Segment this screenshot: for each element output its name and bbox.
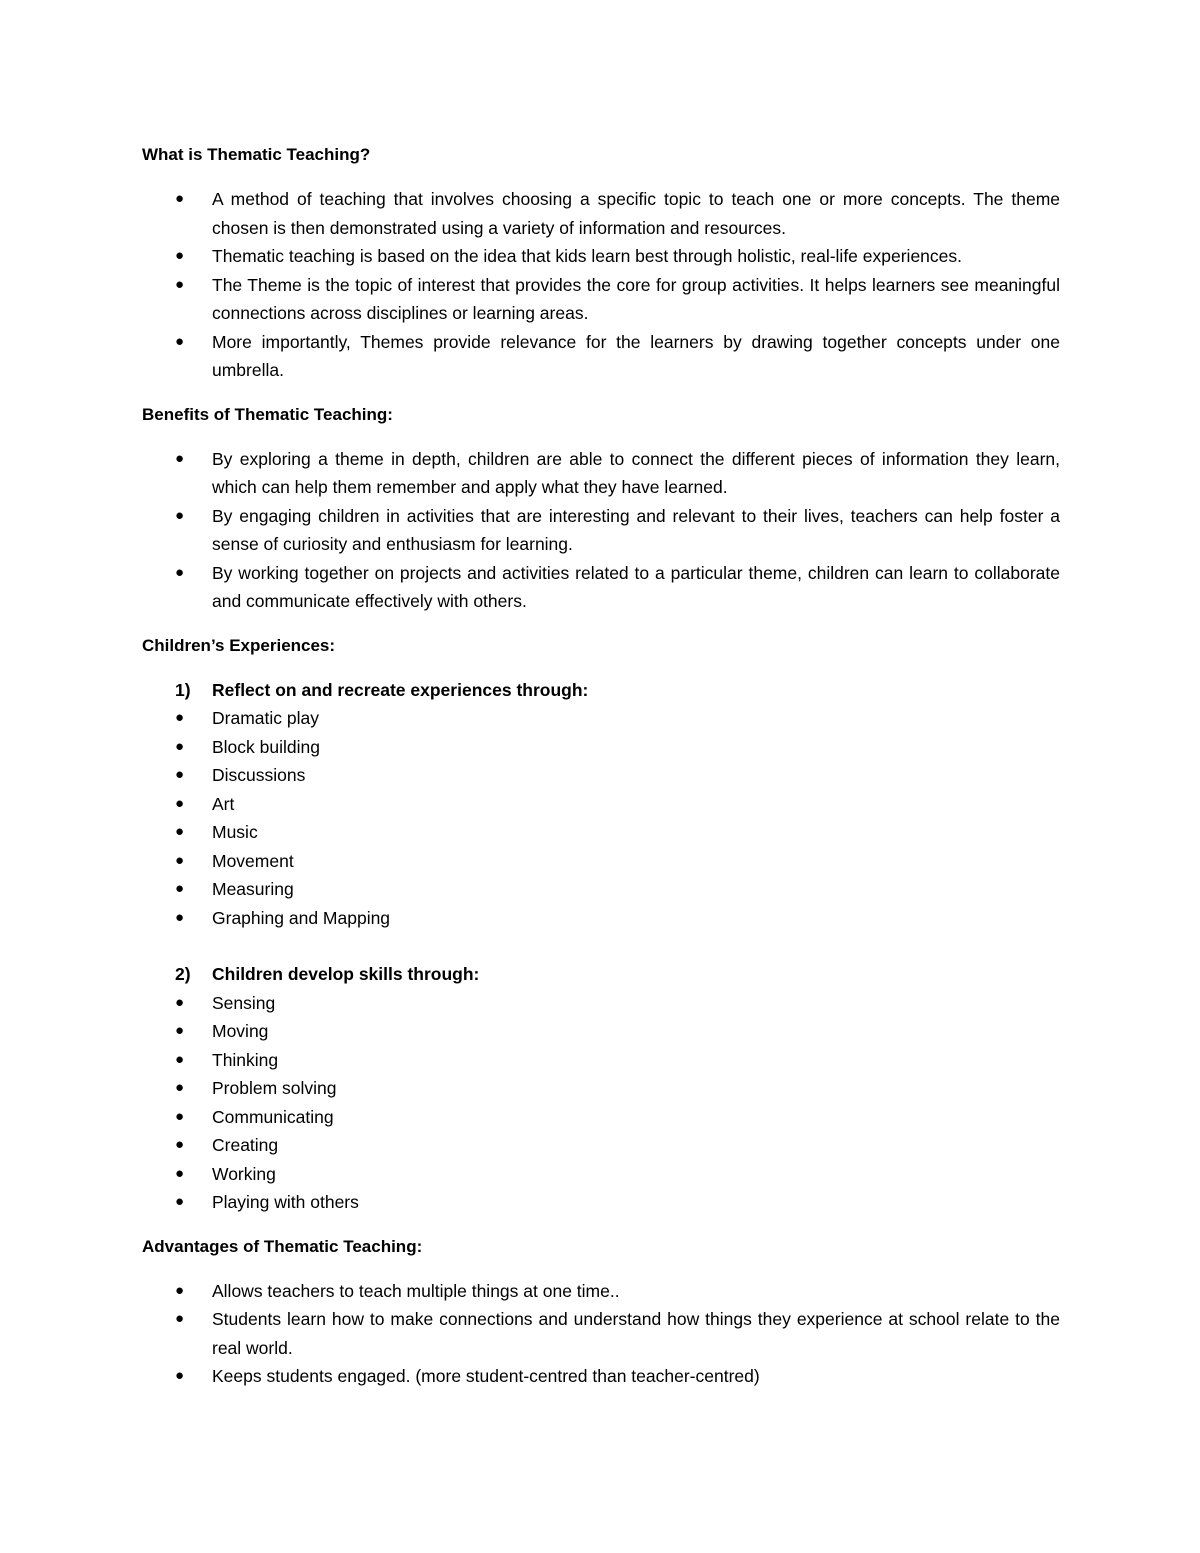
bullet-icon: ● [175,1022,185,1039]
benefits-list [142,445,1060,616]
bullet-icon: ● [175,1079,185,1096]
subsection-title: Children develop skills through: [212,964,480,984]
section-heading-what-is: What is Thematic Teaching? [142,145,371,164]
subsection-heading-skills [142,960,1060,989]
list-item-text: By engaging children in activities that are interesting and relevant to their lives, teachers can help foster a sense of curiosity and enthusiasm for learning. [212,505,1060,554]
bullet-icon: ● [175,1367,185,1384]
bullet-icon: ● [175,190,185,207]
list-item-text: Graphing and Mapping [212,907,391,928]
list-item [142,733,1060,762]
bullet-icon: ● [175,275,185,293]
bullet-icon: ● [175,880,185,897]
list-item [142,242,1060,271]
bullet-icon: ● [175,737,185,755]
list-item-text: Movement [212,850,294,871]
bullet-icon: ● [175,709,185,726]
list-item [142,328,1060,385]
list-item-text: Allows teachers to teach multiple things at one time.. [212,1280,620,1301]
bullet-icon: ● [175,563,185,581]
list-item [142,1046,1060,1075]
list-item-text: Playing with others [212,1192,359,1212]
list-item-text: Measuring [212,879,294,899]
subsection-number: 1) [175,679,191,700]
list-item [142,790,1060,819]
list-item-text: Keeps students engaged. (more student-centred than teacher-centred) [212,1366,760,1386]
list-item-text: By exploring a theme in depth, children are able to connect the different pieces of information they learn, which can help them remember and apply what they have learned. [212,448,1060,497]
list-item [142,761,1060,790]
bullet-icon: ● [175,247,185,264]
list-item-text: Dramatic play [212,708,319,728]
bullet-icon: ● [175,1193,185,1210]
list-item-text: Thinking [212,1049,279,1070]
list-item [142,185,1060,242]
bullet-icon: ● [175,794,185,812]
list-item [142,1017,1060,1046]
list-item [142,1305,1060,1362]
bullet-icon: ● [175,1107,185,1125]
list-item [142,818,1060,847]
list-item [142,875,1060,904]
what-is-list [142,185,1060,385]
bullet-icon: ● [175,908,185,926]
list-item-text: Sensing [212,992,276,1013]
bullet-icon: ● [175,332,185,350]
list-item [142,1362,1060,1391]
bullet-icon: ● [175,1281,185,1299]
list-item-text: Communicating [212,1106,334,1127]
bullet-icon: ● [175,449,185,467]
advantages-list [142,1277,1060,1391]
list-item-text: Working [212,1163,276,1184]
list-item [142,1074,1060,1103]
list-item [142,989,1060,1018]
list-item [142,1131,1060,1160]
list-item [142,1277,1060,1306]
document-page [142,141,1060,1407]
bullet-icon: ● [175,993,185,1011]
subsection-heading-reflect [142,676,1060,705]
list-item [142,559,1060,616]
bullet-icon: ● [175,1164,185,1182]
subsection-number: 2) [175,964,191,984]
list-item [142,502,1060,559]
list-item-text: Block building [212,736,320,757]
list-item-text: Creating [212,1135,279,1155]
list-item-text: By working together on projects and activities related to a particular theme, children can learn to collaborate and communicate effectively with others. [212,562,1060,611]
list-item-text: Moving [212,1021,269,1041]
bullet-icon: ● [175,506,185,524]
list-item-text: Music [212,822,258,842]
list-item-text: The Theme is the topic of interest that provides the core for group activities. It helps learners see meaningful connections across disciplines or learning areas. [212,274,1060,323]
reflect-list [142,704,1060,932]
bullet-icon: ● [175,766,185,783]
list-item-text: Discussions [212,765,306,785]
subsection-title: Reflect on and recreate experiences through: [212,679,589,700]
list-item-text: Art [212,793,235,814]
list-item [142,904,1060,933]
list-item-text: A method of teaching that involves choosing a specific topic to teach one or more concepts. The theme chosen is then demonstrated using a variety of information and resources. [212,189,1060,238]
list-item [142,445,1060,502]
bullet-icon: ● [175,823,185,840]
bullet-icon: ● [175,1310,185,1327]
bullet-icon: ● [175,851,185,869]
section-heading-experiences: Children’s Experiences: [142,635,336,655]
skills-list [142,989,1060,1217]
bullet-icon: ● [175,1050,185,1068]
list-item [142,704,1060,733]
list-item-text: Problem solving [212,1078,337,1098]
list-item [142,1103,1060,1132]
list-item [142,847,1060,876]
list-item [142,1160,1060,1189]
bullet-icon: ● [175,1136,185,1153]
list-item-text: More importantly, Themes provide relevance for the learners by drawing together concepts under one umbrella. [212,331,1060,380]
section-heading-benefits: Benefits of Thematic Teaching: [142,404,393,424]
list-item-text: Students learn how to make connections and understand how things they experience at school relate to the real world. [212,1309,1060,1358]
list-item-text: Thematic teaching is based on the idea that kids learn best through holistic, real-life experiences. [212,246,963,266]
list-item [142,1188,1060,1217]
list-item [142,271,1060,328]
section-heading-advantages: Advantages of Thematic Teaching: [142,1236,423,1256]
